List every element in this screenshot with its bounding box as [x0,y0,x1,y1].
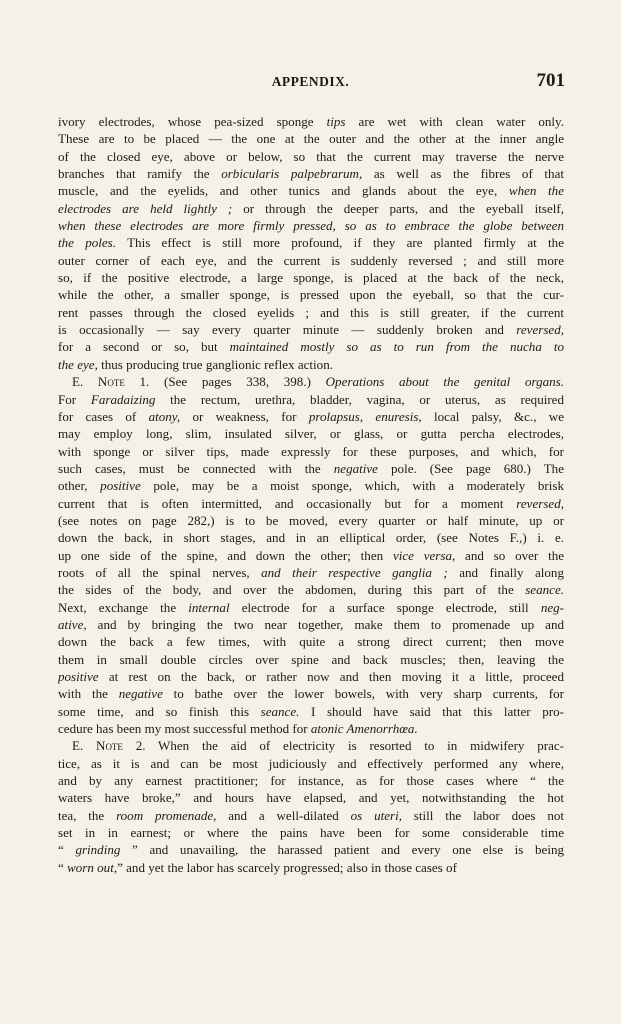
italic-text: negative [333,460,378,476]
text-run: may employ long, slim, insulated silver, or glass, or gutta percha electrodes, [58,426,564,442]
text-run: as well as the fibres of that [362,166,564,182]
text-run: muscle, and the eyelids, and other tunics and glands about the eye, [58,183,509,199]
text-run: for a second or so, but [58,339,230,355]
text-run: set in in earnest; or where the pains have been for some considerable time [58,825,564,841]
text-run: E. [72,738,97,754]
text-run: is occasionally — say every quarter minute — suddenly broken and [58,322,517,338]
text-line [58,217,564,234]
text-run: branches that ramify the [58,166,222,182]
text-run: or through the deeper parts, and the eyeball itself, [232,200,564,216]
italic-text: prolapsus, enuresis, [308,408,422,424]
text-run: ” and unavailing, the harassed patient and every one else is being [120,842,564,858]
text-line [58,685,564,702]
text-line [58,547,564,564]
text-line [58,477,564,494]
text-run: This effect is still more profound, if they are planted firmly at the [116,235,564,251]
text-line [58,356,564,373]
text-run: tice, as it is and can be most judiciously and effectively performed any where, [58,755,564,771]
italic-text: Faradaizing [90,391,156,407]
text-run: the rectum, urethra, bladder, vagina, or uterus, as required [155,391,564,407]
text-run: such cases, must be connected with the [58,460,334,476]
italic-text: vice versa, [392,547,456,563]
text-run: outer corner of each eye, and the current is suddenly reversed ; and still more [58,252,564,268]
text-run: local palsy, &c., we [421,408,564,424]
italic-text: positive [100,478,141,494]
text-run: with the [58,686,119,702]
text-run: some time, and so finish this [58,703,261,719]
text-run: thus producing true ganglionic reflex action. [97,356,333,372]
text-line [58,460,564,477]
text-run: to bathe over the lower bowels, with very sharp currents, for [162,686,564,702]
text-run: Next, exchange the [58,599,189,615]
italic-text: grinding [75,842,121,858]
text-line [58,807,564,824]
text-line [58,772,564,789]
text-run: at rest on the back, or rather now and then moving it a little, proceed [98,669,564,684]
text-line [58,599,564,616]
text-line [58,304,564,321]
text-line [58,633,564,650]
text-line [58,859,564,876]
text-run: E. [72,374,98,390]
text-line [58,252,564,269]
italic-text: reversed, [516,495,564,511]
page-header [56,70,565,94]
text-line [58,373,564,390]
body-text [58,113,564,876]
text-line [58,789,564,806]
page-number: 701 [536,70,565,91]
italic-text: Operations about the genital organs. [325,374,564,390]
text-run: so, if the positive electrode, a large sponge, is placed at the back of the neck, [58,270,564,286]
italic-text: tips [326,114,346,129]
italic-text: when these electrodes are more firmly pressed, so as to embrace the globe between [58,218,564,234]
italic-text: neg- [540,599,564,615]
italic-text: os uteri, [350,807,402,823]
text-run: 1. (See pages 338, 398.) [124,374,326,390]
italic-text: worn out, [67,859,118,875]
text-run: other, [58,478,101,494]
italic-text: orbicularis palpebrarum, [221,166,363,182]
text-run: cedure has been my most successful method for [58,721,311,737]
text-line [58,338,564,355]
text-run: 2. When the aid of electricity is resorted to in midwifery prac- [122,738,564,754]
text-line [58,564,564,581]
italic-text: reversed, [516,322,564,338]
text-line [58,234,564,251]
text-line [58,824,564,841]
text-run: ivory electrodes, whose pea-sized sponge [58,114,327,129]
italic-text: internal [188,599,230,615]
text-line [58,443,564,460]
text-line [58,182,564,199]
text-run: still the labor does not [401,807,564,823]
text-run: rent passes through the closed eyelids ; and this is still greater, if the current [58,304,564,320]
text-run: up one side of the spine, and down the other; then [58,547,393,563]
text-line [58,755,564,772]
italic-text: atony, [148,408,181,424]
italic-text: positive [58,669,99,684]
text-line [58,200,564,217]
text-run: with sponge or silver tips, made expressly for these purposes, and which, for [58,443,564,459]
italic-text: and their respective ganglia ; [261,564,448,580]
italic-text: seance. [260,703,300,719]
text-run: and a well-dilated [216,807,351,823]
text-run: (see notes on page 282,) is to be moved, every quarter or half minute, up or [58,512,564,528]
text-run: and by bringing the two near together, make them to promenade up and [86,616,564,632]
text-run: of the closed eye, above or below, so that the current may traverse the nerve [58,148,564,164]
text-line [58,720,564,737]
text-run: “ [58,842,76,858]
text-run: These are to be placed — the one at the outer and the other at the inner angle [58,131,564,147]
text-run: tea, the [58,807,117,823]
small-caps-text: Note [96,738,123,754]
text-run: ” and yet the labor has scarcely progressed; also in those cases of [117,859,457,875]
running-head: APPENDIX. [271,74,350,89]
italic-text: the poles. [58,235,117,251]
text-line [58,668,564,685]
italic-text: maintained mostly so as to run from the nucha to [229,339,564,355]
text-line [58,113,564,130]
text-run: waters have broke,” and hours have elapsed, and yet, notwithstanding the hot [58,790,564,806]
text-line [58,581,564,598]
text-run: while the other, a smaller sponge, is pressed upon the eyeball, so that the cur- [58,287,564,303]
italic-text: room promenade, [116,807,217,823]
text-line [58,391,564,408]
text-run: are wet with clean water only. [345,114,564,129]
text-line [58,841,564,858]
text-line [58,651,564,668]
italic-text: seance. [525,582,564,598]
text-run: pole. (See page 680.) The [377,460,564,476]
text-line [58,130,564,147]
text-line [58,165,564,182]
text-line [58,425,564,442]
text-line [58,616,564,633]
italic-text: the eye, [58,356,98,372]
text-run: for cases of [58,408,149,424]
text-run: the sides of the body, and over the abdomen, during this part of the [58,582,526,598]
text-run: pole, may be a moist sponge, which, with a moderately brisk [140,478,564,494]
text-line [58,529,564,546]
text-line [58,495,564,512]
text-line [58,408,564,425]
text-line [58,512,564,529]
text-line [58,269,564,286]
text-run: I should have said that this latter pro- [299,703,564,719]
text-run: electrode for a surface sponge electrode, still [229,599,541,615]
text-run: “ [58,859,68,875]
italic-text: when the [508,183,564,199]
text-line [58,148,564,165]
text-run: down the back a few times, with quite a strong direct current; then move [58,634,564,650]
italic-text: electrodes are held lightly ; [58,200,233,216]
text-run: down the back, in short stages, and in an elliptical order, (see Notes F.,) i. e. [58,530,564,546]
text-line [58,737,564,754]
text-line [58,703,564,720]
text-run: current that is often intermitted, and occasionally but for a moment [58,495,517,511]
italic-text: atonic Amenorrhœa. [310,721,418,737]
text-run: them in small double circles over spine and back muscles; then, leaving the [58,651,564,667]
text-run: For [58,391,91,407]
text-line [58,286,564,303]
text-run: or weakness, for [180,408,309,424]
italic-text: negative [118,686,163,702]
text-run: and finally along [447,564,564,580]
text-run: and by any earnest practitioner; for instance, as for those cases where “ the [58,773,564,789]
small-caps-text: Note [97,374,125,390]
text-run: roots of all the spinal nerves, [58,564,262,580]
text-line [58,321,564,338]
italic-text: ative, [58,616,87,632]
text-run: and so over the [455,547,564,563]
